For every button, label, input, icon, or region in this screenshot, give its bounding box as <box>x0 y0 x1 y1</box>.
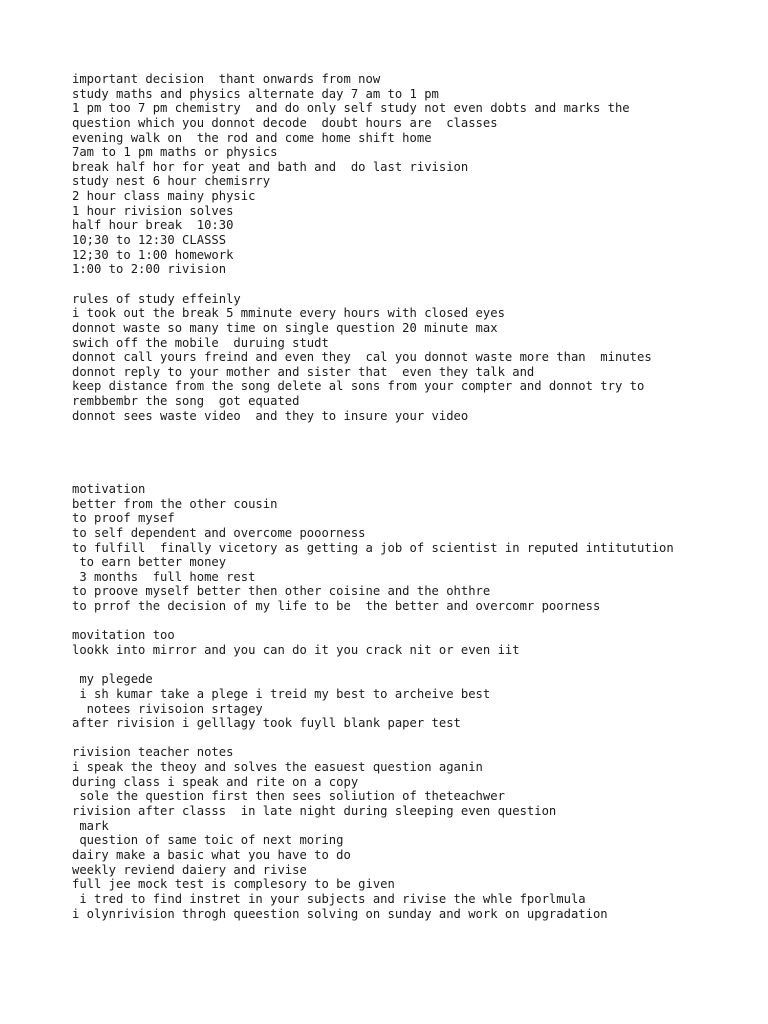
text-line <box>72 438 762 453</box>
text-line: 2 hour class mainy physic <box>72 189 256 204</box>
text-line: to fulfill finally vicetory as getting a job of scientist in reputed intitutution <box>72 540 674 555</box>
text-line <box>72 731 762 746</box>
text-line: important decision thant onwards from now <box>72 72 381 86</box>
text-line: donnot sees waste video and they to insure your video <box>72 408 469 423</box>
text-line <box>72 614 762 629</box>
text-line: rules of study effeinly <box>72 291 241 306</box>
text-line: dairy make a basic what you have to do <box>72 847 351 862</box>
text-line: rembbembr the song got equated <box>72 394 300 409</box>
text-line: to prrof the decision of my life to be the better and overcomr poorness <box>72 599 601 614</box>
document-body <box>72 72 762 921</box>
text-line: mark <box>72 818 109 833</box>
text-line: full jee mock test is complesory to be given <box>72 877 395 892</box>
text-line: movitation too <box>72 628 175 643</box>
text-line: 1 pm too 7 pm chemistry and do only self study not even dobts and marks the <box>72 101 630 116</box>
text-line: 12;30 to 1:00 homework <box>72 247 234 262</box>
text-line: better from the other cousin <box>72 496 278 511</box>
text-line: sole the question first then sees soliution of theteachwer <box>72 789 505 804</box>
text-line: lookk into mirror and you can do it you crack nit or even iit <box>72 642 520 657</box>
text-line: break half hor for yeat and bath and do last rivision <box>72 159 469 174</box>
text-line: to proof mysef <box>72 511 175 526</box>
text-line <box>72 453 762 468</box>
text-line: study maths and physics alternate day 7 am to 1 pm <box>72 86 439 101</box>
text-line: 3 months full home rest <box>72 569 256 584</box>
text-line <box>72 423 762 438</box>
text-line: notees rivisoion srtagey <box>72 701 263 716</box>
text-line: evening walk on the rod and come home shift home <box>72 130 432 145</box>
text-line: 1 hour rivision solves <box>72 203 234 218</box>
text-line: question of same toic of next moring <box>72 833 344 848</box>
text-line: donnot reply to your mother and sister that even they talk and <box>72 364 535 379</box>
text-line: rivision after classs in late night during sleeping even question <box>72 804 557 819</box>
text-line: rivision teacher notes <box>72 745 234 760</box>
text-line: my plegede <box>72 672 153 687</box>
text-line: half hour break 10:30 <box>72 218 234 233</box>
text-line: 7am to 1 pm maths or physics <box>72 145 278 160</box>
text-line <box>72 658 762 673</box>
text-line <box>72 277 762 292</box>
text-line: study nest 6 hour chemisrry <box>72 174 271 189</box>
text-line: 1:00 to 2:00 rivision <box>72 262 227 277</box>
text-line: during class i speak and rite on a copy <box>72 774 359 789</box>
text-line: after rivision i gelllagy took fuyll blank paper test <box>72 716 461 731</box>
text-line: keep distance from the song delete al sons from your compter and donnot try to <box>72 379 645 394</box>
text-line <box>72 467 762 482</box>
text-line: motivation <box>72 481 146 496</box>
text-line: 10;30 to 12:30 CLASSS <box>72 233 227 248</box>
text-line: donnot waste so many time on single question 20 minute max <box>72 320 498 335</box>
text-line: i tred to find instret in your subjects and rivise the whle fporlmula <box>72 891 586 906</box>
text-line: donnot call yours freind and even they cal you donnot waste more than minutes <box>72 350 652 365</box>
text-line: i olynrivision throgh queestion solving on sunday and work on upgradation <box>72 906 608 921</box>
text-line: swich off the mobile duruing studt <box>72 335 329 350</box>
text-line: i sh kumar take a plege i treid my best to archeive best <box>72 686 491 701</box>
text-line: weekly reviend daiery and rivise <box>72 862 307 877</box>
text-line: to self dependent and overcome pooorness <box>72 525 366 540</box>
text-line: to earn better money <box>72 555 227 570</box>
text-line: question which you donnot decode doubt hours are classes <box>72 115 498 130</box>
text-line: i took out the break 5 mminute every hours with closed eyes <box>72 306 505 321</box>
text-line: to proove myself better then other coisine and the ohthre <box>72 584 491 599</box>
text-line: i speak the theoy and solves the easuest question aganin <box>72 760 483 775</box>
